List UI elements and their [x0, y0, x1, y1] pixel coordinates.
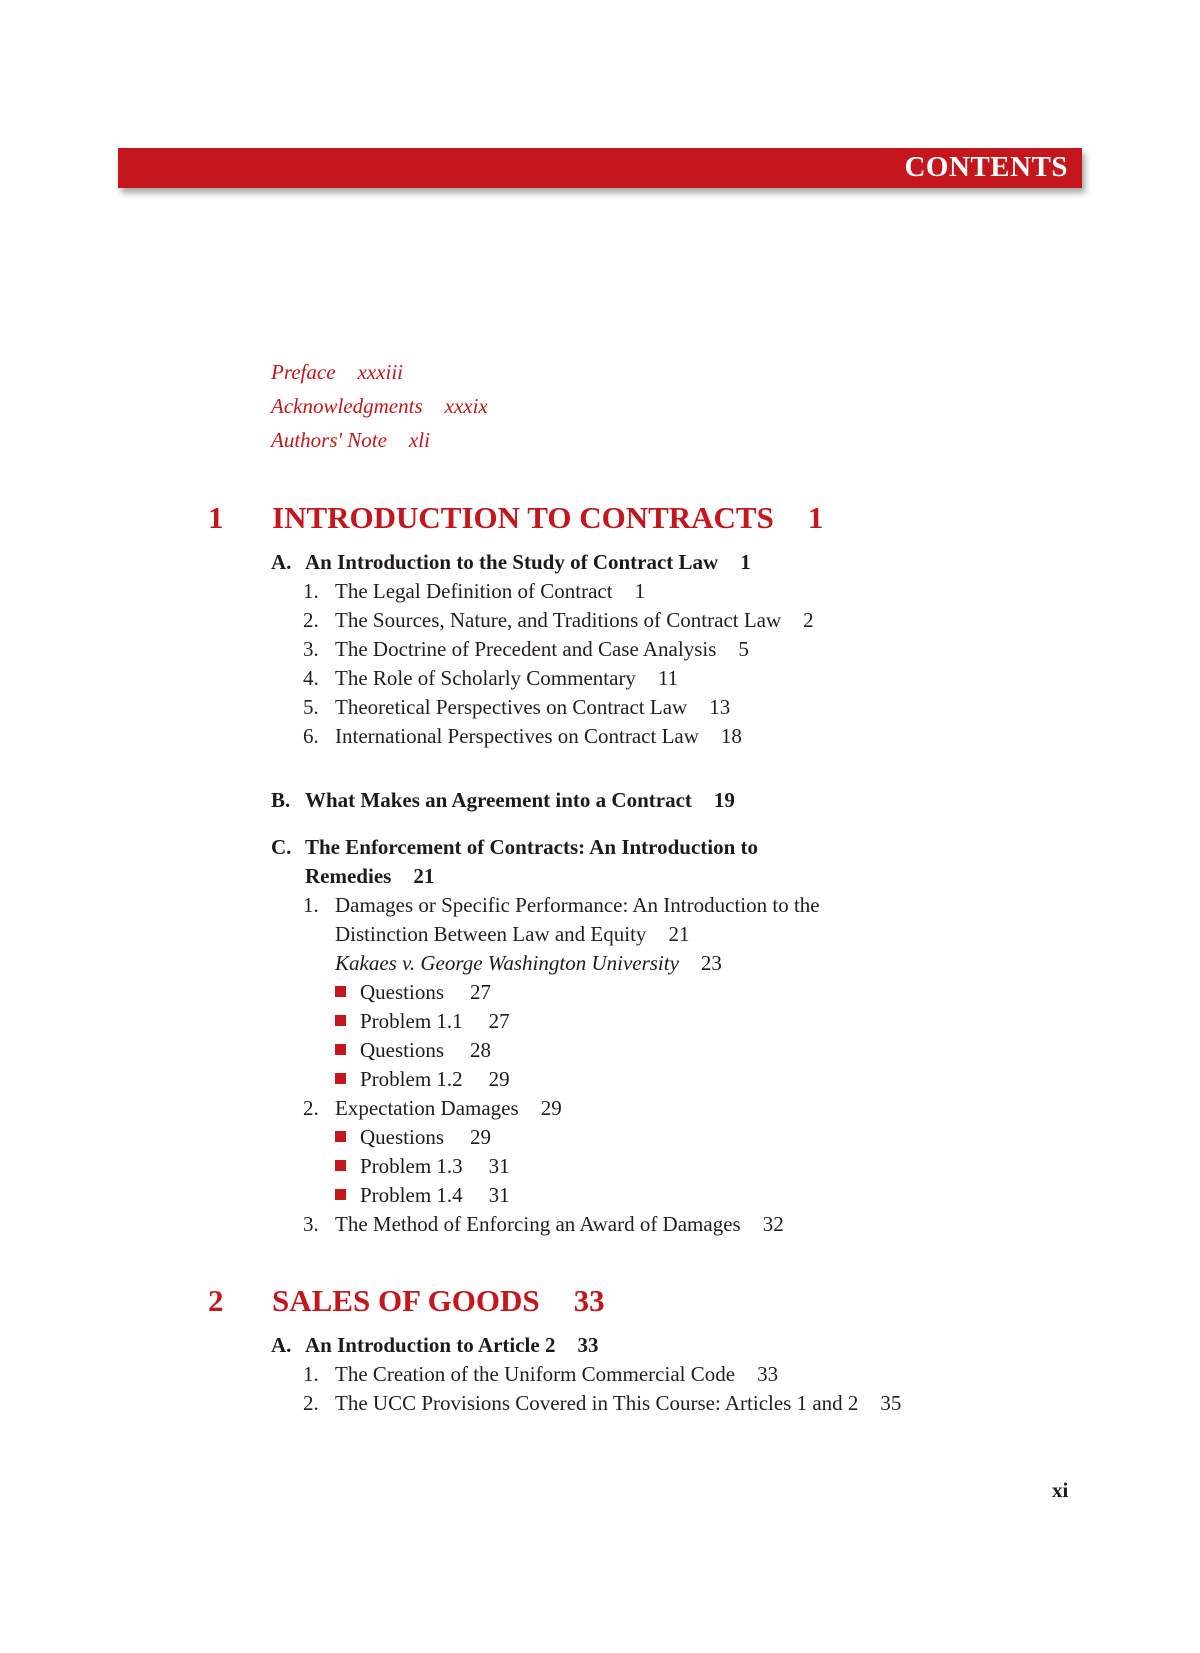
square-bullet-icon [335, 986, 346, 997]
exercise-page: 27 [470, 980, 491, 1004]
section-title: Remedies [305, 864, 392, 888]
subsection-number: 1. [303, 579, 319, 603]
chapter-title: INTRODUCTION TO CONTRACTS 1 [272, 500, 824, 535]
exercise-page: 31 [488, 1154, 510, 1178]
front-matter-page: xxxix [444, 394, 488, 418]
exercise-label: Problem 1.3 [360, 1154, 463, 1178]
front-matter-label: Preface [271, 360, 336, 384]
exercise-page: 27 [488, 1009, 510, 1033]
subsection-number: 2. [303, 1391, 319, 1415]
section-page: 21 [413, 864, 435, 888]
front-matter-item[interactable] [271, 389, 488, 423]
front-matter-label: Acknowledgments [271, 394, 423, 418]
square-bullet-icon [335, 1044, 346, 1055]
front-matter-item[interactable] [271, 355, 488, 389]
subsection-number: 2. [303, 608, 319, 632]
subsection-title: Expectation Damages [335, 1096, 519, 1120]
subsection-page: 18 [720, 724, 742, 748]
exercise-item[interactable] [335, 1123, 491, 1152]
square-bullet-icon [335, 1073, 346, 1084]
section-page: 33 [577, 1333, 599, 1357]
section-letter: A. [271, 550, 292, 574]
exercise-label: Problem 1.2 [360, 1067, 463, 1091]
exercise-page: 29 [488, 1067, 510, 1091]
subsection-title: Distinction Between Law and Equity [335, 922, 647, 946]
exercise-item[interactable] [335, 1065, 510, 1094]
subsection-page: 33 [757, 1362, 779, 1386]
exercise-page: 29 [470, 1125, 491, 1149]
subsection-page: 1 [634, 579, 646, 603]
front-matter-list [271, 355, 488, 457]
exercise-page: 28 [470, 1038, 491, 1062]
subsection-title: The Sources, Nature, and Traditions of Contract Law [335, 608, 782, 632]
subsection-title: International Perspectives on Contract Law [335, 724, 699, 748]
subsection-number: 1. [303, 893, 319, 917]
exercise-item[interactable] [335, 978, 491, 1007]
subsection-number: 2. [303, 1096, 319, 1120]
subsection-page: 29 [540, 1096, 562, 1120]
subsection-title: The Creation of the Uniform Commercial Code [335, 1362, 736, 1386]
front-matter-page: xli [408, 428, 430, 452]
page-title: CONTENTS [904, 151, 1068, 183]
exercise-item[interactable] [335, 1152, 510, 1181]
exercise-page: 31 [488, 1183, 510, 1207]
subsection-number: 5. [303, 695, 319, 719]
subsection-title: Theoretical Perspectives on Contract Law [335, 695, 688, 719]
front-matter-item[interactable] [271, 423, 488, 457]
section-page: 19 [713, 788, 735, 812]
subsection-title: The Doctrine of Precedent and Case Analysis [335, 637, 717, 661]
section-page: 1 [740, 550, 751, 574]
section-title: What Makes an Agreement into a Contract [305, 788, 692, 812]
case-name: Kakaes v. George Washington University [335, 951, 679, 975]
chapter-page: 1 [807, 500, 824, 535]
square-bullet-icon [335, 1131, 346, 1142]
chapter-number: 2 [208, 1283, 224, 1318]
section-letter: C. [271, 835, 292, 859]
page-number: xi [1052, 1478, 1069, 1502]
subsection-page: 11 [657, 666, 679, 690]
front-matter-label: Authors' Note [271, 428, 387, 452]
exercise-label: Questions [360, 980, 444, 1004]
section-title: An Introduction to Article 2 [305, 1333, 556, 1357]
section-title: An Introduction to the Study of Contract Law [305, 550, 719, 574]
subsection-title: The Role of Scholarly Commentary [335, 666, 636, 690]
subsection-page: 13 [709, 695, 731, 719]
subsection-title: Damages or Specific Performance: An Introduction to the [335, 893, 820, 917]
exercise-item[interactable] [335, 1036, 491, 1065]
square-bullet-icon [335, 1160, 346, 1171]
subsection-number: 6. [303, 724, 319, 748]
subsection-title: The UCC Provisions Covered in This Course: Articles 1 and 2 [335, 1391, 859, 1415]
subsection-number: 4. [303, 666, 319, 690]
exercise-label: Questions [360, 1038, 444, 1062]
subsection-number: 1. [303, 1362, 319, 1386]
contents-banner [118, 148, 1082, 188]
section-title: The Enforcement of Contracts: An Introduction to [305, 835, 759, 859]
subsection-page: 2 [803, 608, 814, 632]
subsection-number: 3. [303, 1212, 319, 1236]
section-letter: B. [271, 788, 291, 812]
subsection-page: 35 [880, 1391, 902, 1415]
subsection-page: 5 [738, 637, 749, 661]
exercise-label: Problem 1.1 [360, 1009, 463, 1033]
front-matter-page: xxxiii [357, 360, 403, 384]
subsection-title: The Legal Definition of Contract [335, 579, 613, 603]
square-bullet-icon [335, 1015, 346, 1026]
case-entry[interactable] [335, 949, 722, 978]
square-bullet-icon [335, 1189, 346, 1200]
chapter-title: SALES OF GOODS 33 [272, 1283, 605, 1318]
subsection-page: 21 [668, 922, 690, 946]
chapter-page: 33 [573, 1283, 605, 1318]
exercise-item[interactable] [335, 1007, 510, 1036]
exercise-label: Questions [360, 1125, 444, 1149]
section-letter: A. [271, 1333, 292, 1357]
case-page: 23 [700, 951, 722, 975]
chapter-number: 1 [208, 500, 224, 535]
exercise-label: Problem 1.4 [360, 1183, 463, 1207]
subsection-title: The Method of Enforcing an Award of Damages [335, 1212, 741, 1236]
subsection-page: 32 [762, 1212, 784, 1236]
exercise-item[interactable] [335, 1181, 510, 1210]
subsection-number: 3. [303, 637, 319, 661]
